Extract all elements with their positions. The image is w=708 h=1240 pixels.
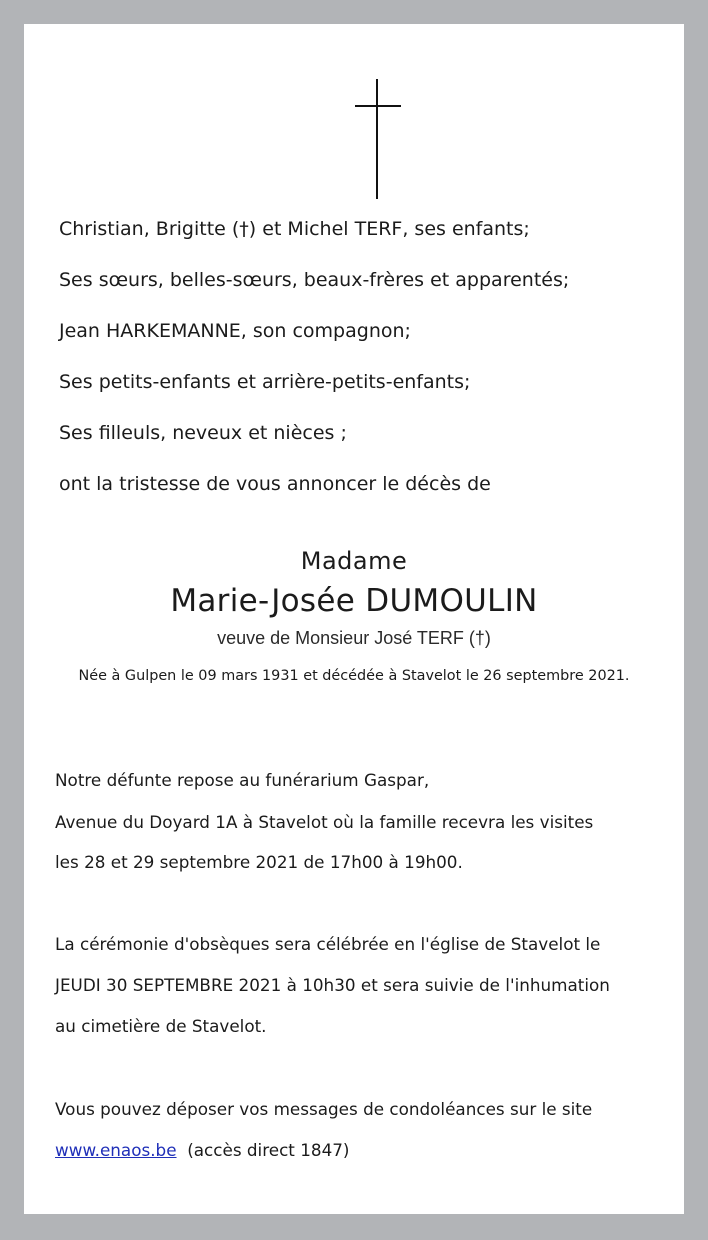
condolences-link-row: [55, 1142, 349, 1159]
ceremony-line-2: JEUDI 30 SEPTEMBRE 2021 à 10h30 et sera suivie de l'inhumation: [55, 975, 610, 995]
ceremony-line-1: La cérémonie d'obsèques sera célébrée en l'église de Stavelot le: [55, 934, 601, 954]
access-code: (accès direct 1847): [187, 1140, 350, 1160]
family-line-grandchildren: Ses petits-enfants et arrière-petits-enfants;: [59, 371, 471, 393]
announcement-line: ont la tristesse de vous annoncer le décès de: [59, 473, 491, 495]
family-line-siblings: Ses sœurs, belles-sœurs, beaux-frères et apparentés;: [59, 269, 570, 291]
family-line-companion: Jean HARKEMANNE, son compagnon;: [59, 320, 411, 342]
visitation-line-1: Notre défunte repose au funérarium Gaspar,: [55, 770, 430, 790]
condolences-line: Vous pouvez déposer vos messages de condoléances sur le site: [55, 1099, 593, 1119]
visitation-line-2: Avenue du Doyard 1A à Stavelot où la famille recevra les visites: [55, 812, 594, 832]
death-notice-card: [24, 24, 684, 1214]
birth-death-dates: Née à Gulpen le 09 mars 1931 et décédée à Stavelot le 26 septembre 2021.: [78, 668, 630, 684]
widow-line: veuve de Monsieur José TERF (†): [217, 628, 491, 648]
visitation-line-3: les 28 et 29 septembre 2021 de 17h00 à 19h00.: [55, 852, 463, 872]
deceased-name: Marie-Josée DUMOULIN: [170, 583, 538, 619]
condolences-link[interactable]: www.enaos.be: [55, 1140, 177, 1160]
deceased-title: Madame: [300, 547, 408, 575]
family-line-godchildren: Ses filleuls, neveux et nièces ;: [59, 422, 347, 444]
cross-icon: [355, 79, 401, 199]
family-line-children: Christian, Brigitte (†) et Michel TERF, ses enfants;: [59, 218, 530, 240]
ceremony-line-3: au cimetière de Stavelot.: [55, 1016, 267, 1036]
